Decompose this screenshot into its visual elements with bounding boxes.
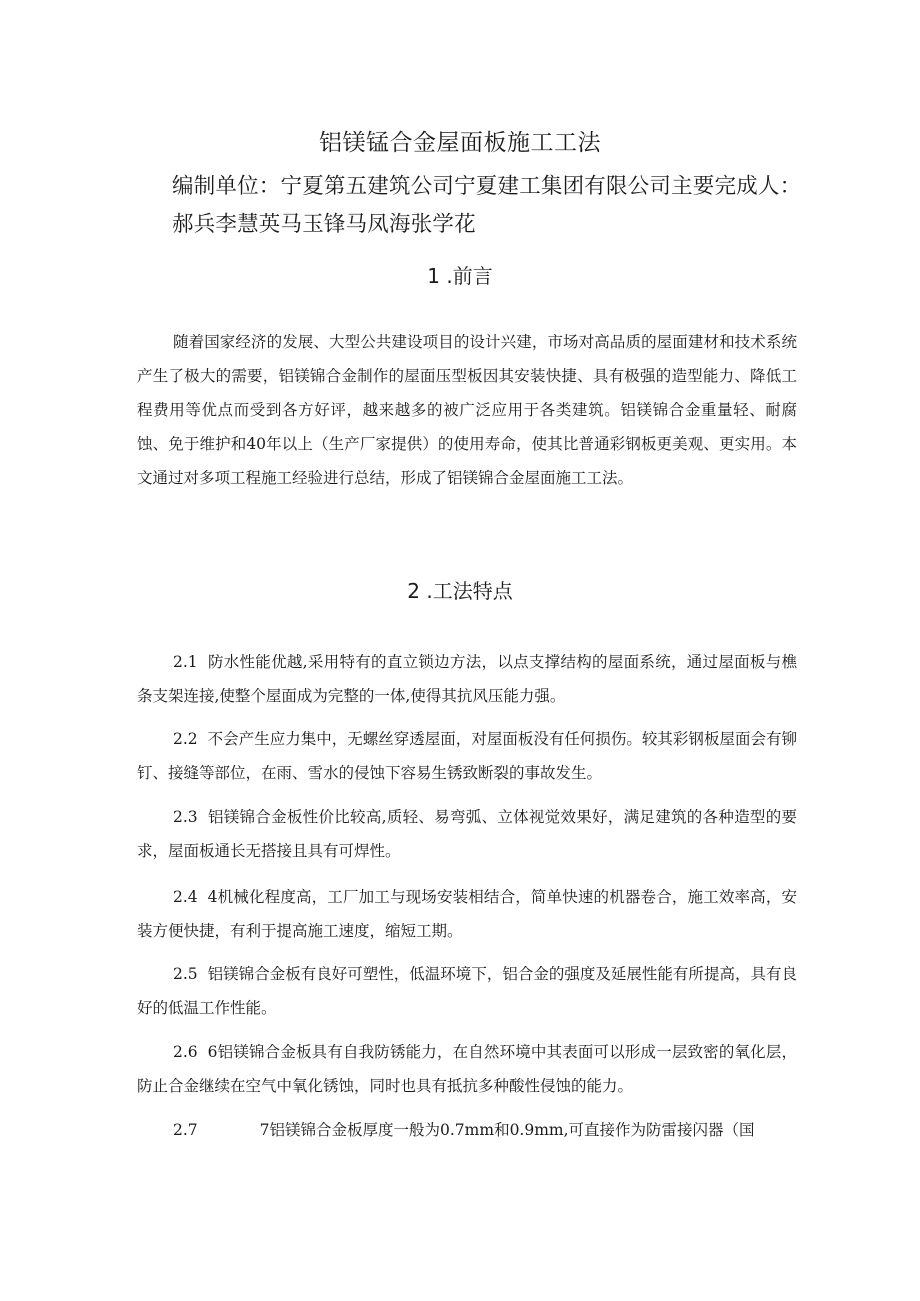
feature-item [137,1035,797,1103]
feature-item-text: 铝镁锦合金板性价比较高,质轻、易弯弧、立体视觉效果好，满足建筑的各种造型的要求，屋面板通长无搭接且具有可焊性。 [137,808,797,860]
feature-item-text: 不会产生应力集中，无螺丝穿透屋面，对屋面板没有任何损伤。较其彩钢板屋面会有铆钉、接缝等部位，在雨、雪水的侵蚀下容易生锈致断裂的事故发生。 [137,730,797,782]
feature-item [137,722,797,790]
preface-paragraph: 随着国家经济的发展、大型公共建设项目的设计兴建，市场对高品质的屋面建材和技术系统产生了极大的需要，铝镁锦合金制作的屋面压型板因其安装快捷、具有极强的造型能力、降低工程费用等优点而受到各方好评，越来越多的被广泛应用于各类建筑。铝镁锦合金重量轻、耐腐蚀、免于维护和40年以上（生产厂家提供）的使用寿命，使其比普通彩钢板更美观、更实用。本文通过对多项工程施工经验进行总结，形成了铝镁锦合金屋面施工工法。 [137,333,797,487]
feature-item-text: 7铝镁锦合金板厚度一般为0.7mm和0.9mm,可直接作为防雷接闪器（国 [259,1121,755,1139]
feature-item-text: 4机械化程度高，工厂加工与现场安装相结合，简单快速的机器卷合，施工效率高，安装方便快捷，有利于提高施工速度，缩短工期。 [137,888,797,940]
feature-item-number: 2.5 [173,965,198,983]
feature-item-number: 2.3 [173,808,198,826]
feature-item-number: 2.1 [173,653,198,671]
feature-item-text: 铝镁锦合金板有良好可塑性，低温环境下，铝合金的强度及延展性能有所提高，具有良好的低温工作性能。 [137,965,797,1017]
feature-item [137,957,797,1025]
feature-item [137,800,797,868]
document-title: 铝镁锰合金屋面板施工工法 [319,130,601,156]
feature-item-number: 2.6 [173,1043,198,1061]
section-heading-features: 2 .工法特点 [407,579,513,603]
feature-item-number: 2.7 [173,1121,198,1139]
feature-item-text: 防水性能优越,采用特有的直立锁边方法，以点支撑结构的屋面系统，通过屋面板与樵条支架连接,使整个屋面成为完整的一体,使得其抗风压能力强。 [137,653,797,705]
section-heading-preface: 1 .前言 [427,264,493,288]
compiler-info: 编制单位：宁夏第五建筑公司宁夏建工集团有限公司主要完成人：郝兵李慧英马玉锋马凤海张学花 [172,174,802,237]
feature-item-text: 6铝镁锦合金板具有自我防锈能力，在自然环境中其表面可以形成一层致密的氧化层，防止合金继续在空气中氧化锈蚀，同时也具有抵抗多种酸性侵蚀的能力。 [137,1043,797,1095]
feature-item-number: 2.4 [173,888,198,906]
feature-item-number: 2.2 [173,730,198,748]
feature-item [137,645,797,713]
feature-item [137,880,797,948]
feature-item [137,1113,797,1147]
